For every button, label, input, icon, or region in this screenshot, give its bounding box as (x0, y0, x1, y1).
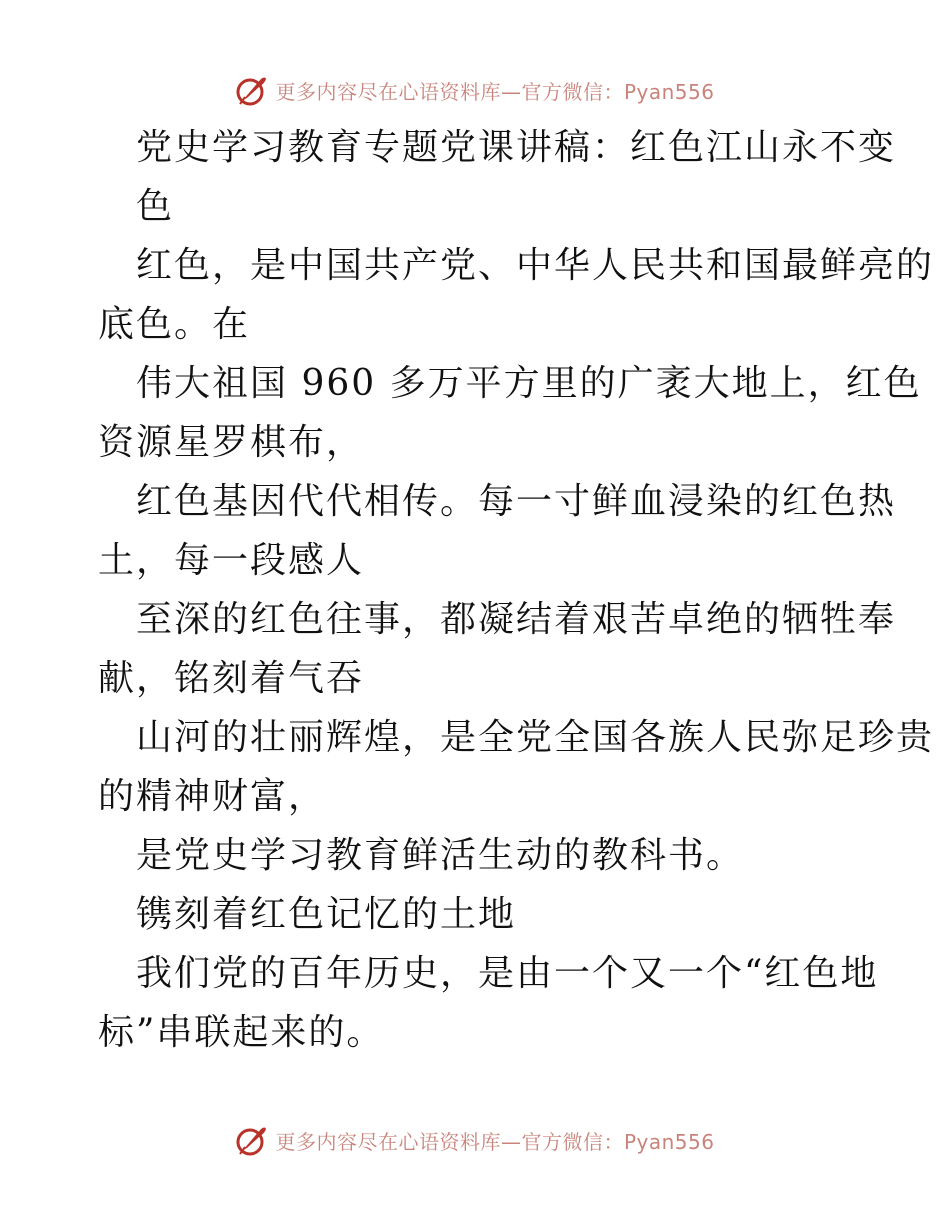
document-body (98, 118, 935, 1062)
banner-text: 更多内容尽在心语资料库—官方微信：Pyan556 (275, 1129, 715, 1154)
text-line: 资源星罗棋布， (98, 422, 365, 463)
text-line: 色 (136, 186, 175, 227)
text-line: 我们党的百年历史，是由一个又一个“红色地 (136, 953, 879, 994)
text-line: 底色。在 (98, 304, 251, 345)
banner-text: 更多内容尽在心语资料库—官方微信：Pyan556 (275, 79, 715, 104)
text-line: 党史学习教育专题党课讲稿：红色江山永不变 (136, 127, 897, 168)
quill-pen-logo-icon (235, 1123, 269, 1157)
text-line: 是党史学习教育鲜活生动的教科书。 (136, 835, 745, 876)
text-line: 伟大祖国 960 多万平方里的广袤大地上，红色 (136, 363, 922, 404)
header-banner (0, 70, 950, 110)
text-line: 的精神财富， (98, 776, 327, 817)
text-line: 土，每一段感人 (98, 540, 365, 581)
quill-pen-logo-icon (235, 73, 269, 107)
text-line: 红色，是中国共产党、中华人民共和国最鲜亮的 (136, 245, 935, 286)
text-line: 标”串联起来的。 (98, 1012, 385, 1053)
text-line: 镌刻着红色记忆的土地 (136, 894, 517, 935)
footer-banner (0, 1120, 950, 1160)
text-line: 山河的壮丽辉煌，是全党全国各族人民弥足珍贵 (136, 717, 935, 758)
text-line: 至深的红色往事，都凝结着艰苦卓绝的牺牲奉 (136, 599, 897, 640)
text-line: 献，铭刻着气吞 (98, 658, 365, 699)
text-line: 红色基因代代相传。每一寸鲜血浸染的红色热 (136, 481, 897, 522)
